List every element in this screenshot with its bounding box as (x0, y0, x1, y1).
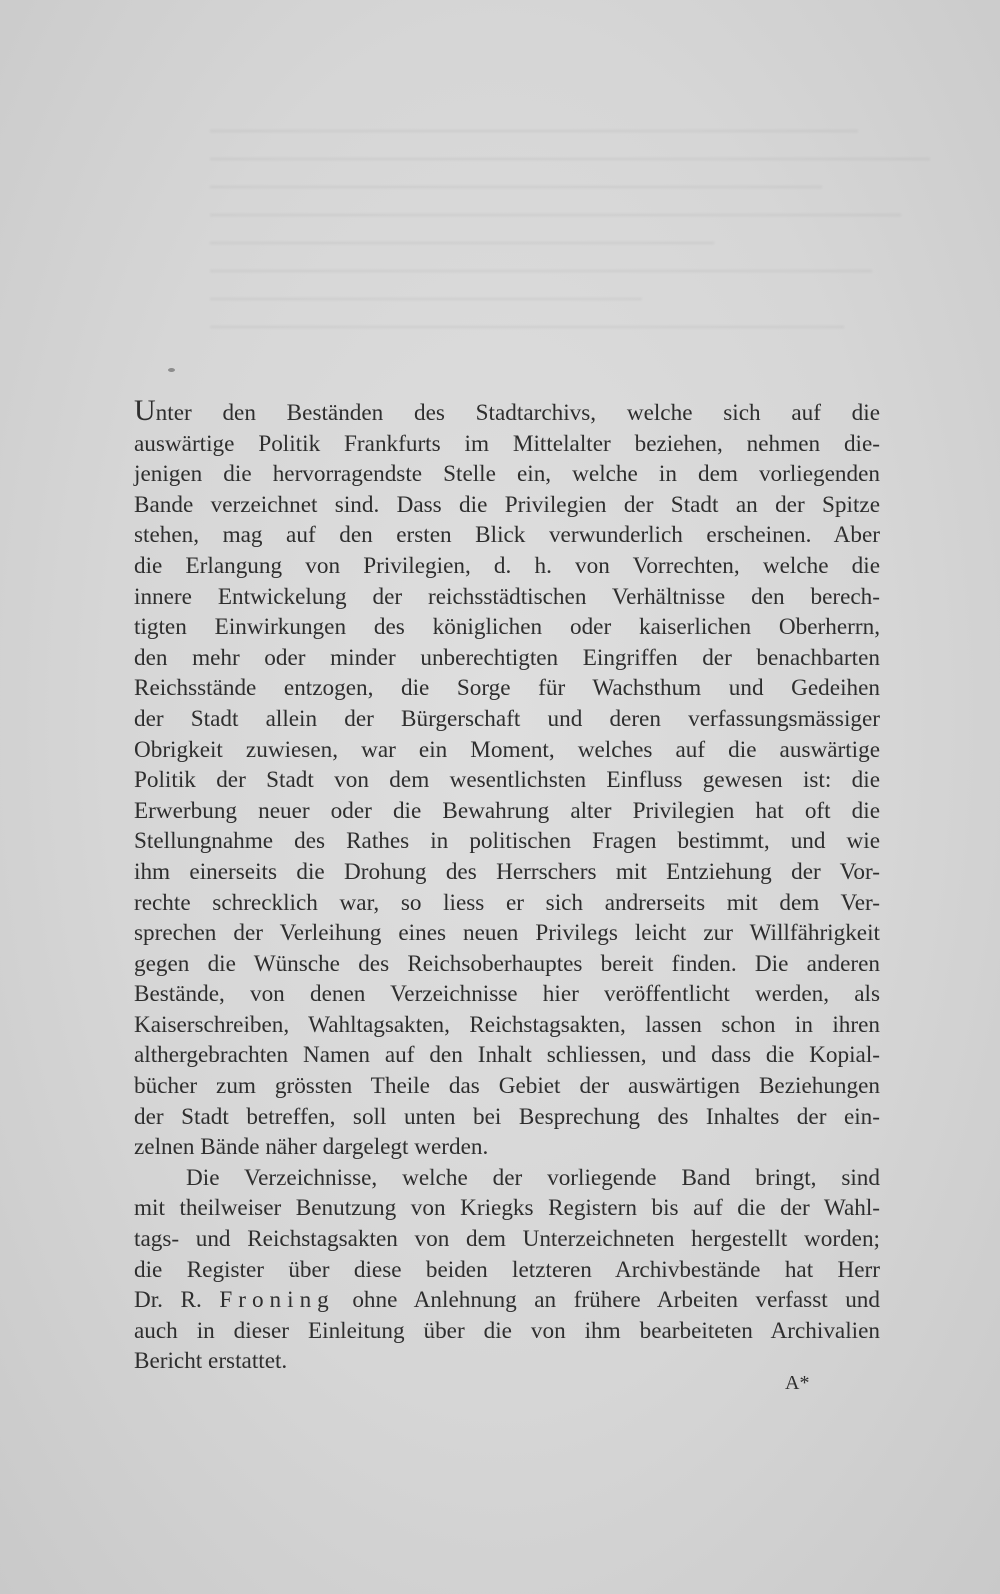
text-line: Bestände, von denen Verzeichnisse hier veröffentlicht werden, als (134, 981, 880, 1008)
text-line: Bande verzeichnet sind. Dass die Privilegien der Stadt an der Spitze (134, 491, 880, 518)
paragraph-2 (134, 1163, 880, 1377)
body-text (134, 394, 880, 1377)
paper-speck (168, 368, 175, 372)
text-line: den mehr oder minder unberechtigten Eingriffen der benachbarten (134, 644, 880, 671)
text-line: bücher zum grössten Theile das Gebiet der auswärtigen Beziehungen (134, 1073, 880, 1100)
text-line: Politik der Stadt von dem wesentlichsten Einfluss gewesen ist: die (134, 767, 880, 794)
text-line: jenigen die hervorragendste Stelle ein, welche in dem vorliegenden (134, 461, 880, 488)
text-line: tigten Einwirkungen des königlichen oder kaiserlichen Oberherrn, (134, 614, 880, 641)
text-line: rechte schrecklich war, so liess er sich andrerseits mit dem Ver- (134, 889, 880, 916)
author-name: Froning (219, 1287, 335, 1314)
reverse-side-bleed-through (210, 130, 930, 390)
text-line: Erwerbung neuer oder die Bewahrung alter Privilegien hat oft die (134, 797, 880, 824)
text-line: ihm einerseits die Drohung des Herrschers mit Entziehung der Vor- (134, 858, 880, 885)
text-line: der Stadt allein der Bürgerschaft und deren verfassungsmässiger (134, 705, 880, 732)
text-line: Die Verzeichnisse, welche der vorliegende Band bringt, sind (186, 1164, 880, 1191)
text-line: Dr. R. Froning ohne Anlehnung an frühere Arbeiten verfasst und (134, 1287, 880, 1314)
text-line: zelnen Bände näher dargelegt werden. (134, 1134, 489, 1161)
text-line: Kaiserschreiben, Wahltagsakten, Reichstagsakten, lassen schon in ihren (134, 1011, 880, 1038)
text-line: Obrigkeit zuwiesen, war ein Moment, welches auf die auswärtige (134, 736, 880, 763)
text-line: Bericht erstattet. (134, 1348, 288, 1375)
text-line: innere Entwickelung der reichsstädtischen Verhältnisse den berech- (134, 583, 880, 610)
text-line: mit theilweiser Benutzung von Kriegks Registern bis auf die der Wahl- (134, 1195, 880, 1222)
text-line: die Erlangung von Privilegien, d. h. von Vorrechten, welche die (134, 552, 880, 579)
text-line: auswärtige Politik Frankfurts im Mittelalter beziehen, nehmen die- (134, 430, 880, 457)
text-line: sprechen der Verleihung eines neuen Privilegs leicht zur Willfährigkeit (134, 920, 880, 947)
text-line: gegen die Wünsche des Reichsoberhauptes bereit finden. Die anderen (134, 950, 880, 977)
signature-mark: A* (785, 1372, 810, 1394)
text-line: tags- und Reichstagsakten von dem Unterzeichneten hergestellt worden; (134, 1226, 880, 1253)
text-line: die Register über diese beiden letzteren Archivbestände hat Herr (134, 1256, 880, 1283)
initial-letter: U (134, 394, 156, 427)
text-line: Stellungnahme des Rathes in politischen Fragen bestimmt, und wie (134, 828, 880, 855)
text-line: auch in dieser Einleitung über die von ihm bearbeiteten Archivalien (134, 1317, 880, 1344)
text-line: Reichsstände entzogen, die Sorge für Wachsthum und Gedeihen (134, 675, 880, 702)
text-line: althergebrachten Namen auf den Inhalt schliessen, und dass die Kopial- (134, 1042, 880, 1069)
text-line: Unter den Beständen des Stadtarchivs, welche sich auf die (134, 394, 880, 427)
text-line: der Stadt betreffen, soll unten bei Besprechung des Inhaltes der ein- (134, 1103, 880, 1130)
text-line: stehen, mag auf den ersten Blick verwunderlich erscheinen. Aber (134, 522, 880, 549)
paragraph-1 (134, 394, 880, 1163)
